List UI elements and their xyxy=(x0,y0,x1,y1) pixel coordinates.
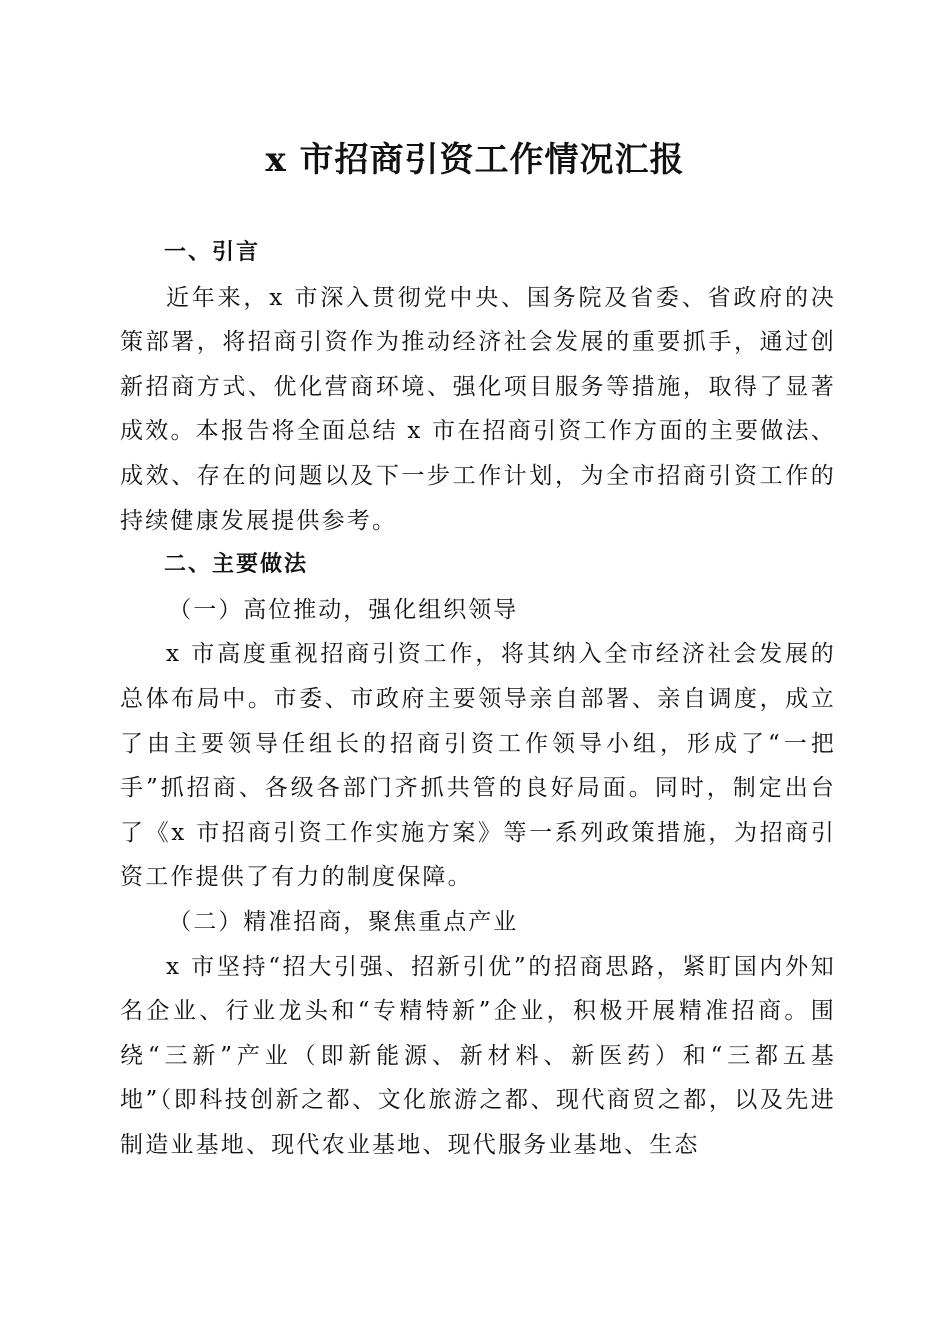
document-body xyxy=(120,231,836,1167)
subheading-leadership: （一）高位推动，强化组织领导 xyxy=(168,596,519,623)
paragraph-precision-investment: x 市坚持“招大引强、招新引优”的招商思路，紧盯国内外知名企业、行业龙头和“专精特新”企业，积极开展精准招商。围绕“三新”产业（即新能源、新材料、新医药）和“三都五基地”（即科技创新之都、文化旅游之都、现代商贸之都，以及先进制造业基地、现代农业基地、现代服务业基地、生态 xyxy=(120,953,836,1158)
section-heading-introduction: 一、引言 xyxy=(164,240,261,265)
document-title: x 市招商引资工作情况汇报 xyxy=(265,140,685,180)
section-heading-main-practices: 二、主要做法 xyxy=(164,552,309,578)
subheading-precision-investment: （二）精准招商，聚焦重点产业 xyxy=(168,908,519,935)
paragraph-leadership: x 市高度重视招商引资工作，将其纳入全市经济社会发展的总体布局中。市委、市政府主要领导亲自部署、亲自调度，成立了由主要领导任组长的招商引资工作领导小组，形成了“一把手”抓招商、各级各部门齐抓共管的良好局面。同时，制定出台了《x 市招商引资工作实施方案》等一系列政策措施，为招商引资工作提供了有力的制度保障。 xyxy=(120,641,836,891)
paragraph-introduction: 近年来，x 市深入贯彻党中央、国务院及省委、省政府的决策部署，将招商引资作为推动经济社会发展的重要抓手，通过创新招商方式、优化营商环境、强化项目服务等措施，取得了显著成效。本报告将全面总结 x 市在招商引资工作方面的主要做法、成效、存在的问题以及下一步工作计划，为全市招商引资工作的持续健康发展提供参考。 xyxy=(120,284,836,534)
